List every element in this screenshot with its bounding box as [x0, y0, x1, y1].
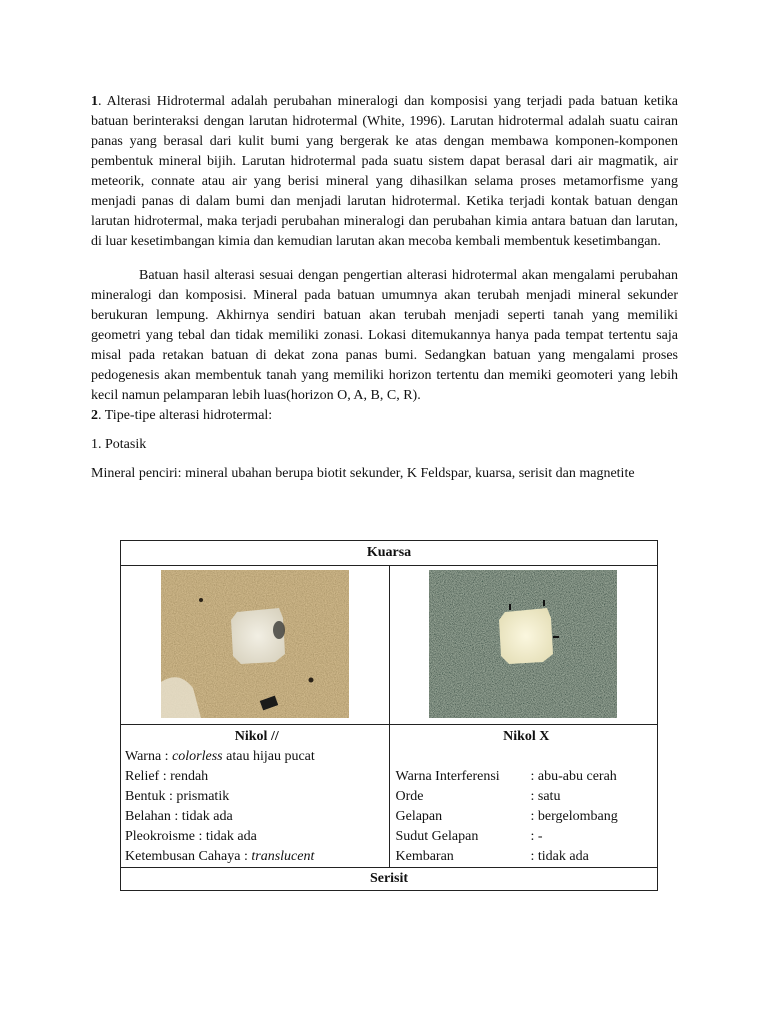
prop-bentuk: Bentuk : prismatik — [125, 789, 230, 804]
prop-relief: Relief : rendah — [125, 769, 209, 784]
subheading-potasik: 1. Potasik — [91, 437, 147, 452]
paragraph-alteration-results: Batuan hasil alterasi sesuai dengan pengertian alterasi hidrotermal akan mengalami perubahan mineralogi dan komposisi. Mineral pada batuan umumnya akan terubah menjadi mineral sekunder berukuran lempung. Akhirnya sendiri batuan akan terubah menjadi seperti tanah yang memiliki geometri yang tebal dan tidak memiliki zonasi. Lokasi ditemukannya hanya pada tempat tertentu saja misal pada retakan batuan di dekat zona panas bumi. Sedangkan batuan yang mengalami proses pedogenesis akan membentuk tanah yang memiliki horizon tertentu dan memiki geomoteri yang lebih kecil namun pelamparan lebih luas(horizon O, A, B, C, R). — [91, 268, 678, 403]
mineral-table — [120, 540, 658, 891]
xpl-properties-cell — [389, 725, 658, 868]
prop-belahan: Belahan : tidak ada — [125, 809, 233, 824]
prop-warna: Warna : colorless atau hijau pucat — [125, 749, 315, 764]
image-cell-xpl — [389, 566, 658, 725]
prop-ketembusan-cahaya: Ketembusan Cahaya : translucent — [125, 849, 315, 864]
mineral-characteristics: Mineral penciri: mineral ubahan berupa biotit sekunder, K Feldspar, kuarsa, serisit dan magnetite — [91, 466, 635, 481]
prop-kembaran: Kembaran : tidak ada — [395, 849, 589, 864]
ppl-properties-cell — [121, 725, 390, 868]
column-header-nikol-parallel: Nikol // — [234, 729, 279, 744]
prop-warna-interferensi: Warna Interferensi : abu-abu cerah — [395, 769, 617, 784]
column-header-nikol-cross: Nikol X — [503, 729, 550, 744]
prop-orde: Orde : satu — [395, 789, 561, 804]
thin-section-xpl-image — [429, 570, 617, 718]
document-body — [91, 92, 678, 484]
prop-gelapan: Gelapan : bergelombang — [395, 809, 618, 824]
paragraph-alteration-definition: 1. Alterasi Hidrotermal adalah perubahan mineralogi dan komposisi yang terjadi pada batuan ketika batuan berinteraksi dengan larutan hidrotermal (White, 1996). Larutan hidrotermal adalah suatu cairan panas yang berasal dari kulit bumi yang bergerak ke atas dengan membawa komponen-komponen pembentuk mineral bijih. Larutan hidrotermal pada suatu sistem dapat berasal dari air magmatik, air meteorik, connate atau air yang berisi mineral yang dihasilkan selama proses metamorfisme yang menjadi panas di dalam bumi dan menjadi larutan hidrotermal. Ketika terjadi kontak batuan dengan larutan hidrotermal, maka terjadi perubahan mineralogi dan perubahan kimia antara batuan dan larutan, di luar kesetimbangan kimia dan kemudian larutan akan mecoba kembali membentuk kesetimbangan. — [91, 94, 678, 249]
thin-section-ppl-image — [161, 570, 349, 718]
table-title: Kuarsa — [121, 541, 658, 566]
table-next-mineral-title: Serisit — [121, 868, 658, 891]
image-cell-ppl — [121, 566, 390, 725]
section-number: 1 — [91, 94, 98, 109]
section-number: 2 — [91, 408, 98, 423]
prop-sudut-gelapan: Sudut Gelapan : - — [395, 829, 543, 844]
prop-pleokroisme: Pleokroisme : tidak ada — [125, 829, 257, 844]
section-heading-alteration-types: 2. Tipe-tipe alterasi hidrotermal: — [91, 408, 273, 423]
